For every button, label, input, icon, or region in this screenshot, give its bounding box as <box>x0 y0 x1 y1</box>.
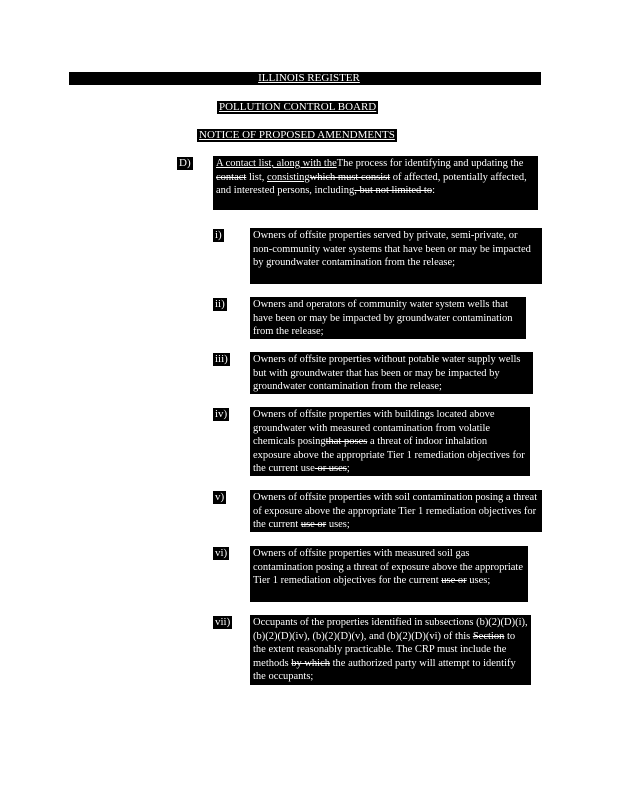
subitem-text <box>250 407 530 476</box>
text-run: Owners and operators of community water system wells that have been or may be impacted by groundwater contamination from the release; <box>253 299 513 337</box>
subitem-label: vi) <box>215 547 228 559</box>
text-run: uses; <box>466 575 491 586</box>
deleted-text: which must consist <box>309 171 391 183</box>
text-run: ; <box>346 463 350 474</box>
subitem-label: iv) <box>215 408 228 420</box>
text-run: the authorized party will attempt to identify the occupants; <box>253 657 516 682</box>
item-label: D) <box>179 157 191 169</box>
subitem-text <box>250 490 542 532</box>
subitem-text <box>250 615 531 685</box>
notice-title: NOTICE OF PROPOSED AMENDMENTS <box>199 129 395 141</box>
text-run: The process for identifying and updating the <box>336 158 524 169</box>
deleted-text: that poses <box>325 436 368 447</box>
inserted-text: consisting <box>267 171 310 183</box>
item-d-text <box>213 156 538 210</box>
text-run: Owners of offsite properties with buildings located above groundwater with measured contamination from volatile chemicals posing <box>253 409 495 447</box>
text-run: list, <box>246 171 268 183</box>
text-run: Owners of offsite properties without potable water supply wells but with groundwater that has been or may be impacted by groundwater contamination from the release; <box>253 354 521 392</box>
text-run: uses; <box>326 519 350 530</box>
subitem-label: i) <box>215 229 222 241</box>
text-run: Occupants of the properties identified in subsections (b)(2)(D)(i), (b)(2)(D)(iv), (b)(2)(D)(v), and (b)(2)(D)(vi) of this <box>253 617 528 642</box>
subitem-label: v) <box>215 491 225 503</box>
subitem-text <box>250 546 528 602</box>
text-run: a threat of indoor inhalation exposure above the appropriate Tier 1 remediation objectives for the current use <box>253 436 525 474</box>
inserted-text: A contact list, along with the <box>216 158 337 169</box>
text-run: Owners of offsite properties served by private, semi-private, or non-community water systems that have been or may be impacted by groundwater contamination from the release; <box>253 230 531 268</box>
agency-title: POLLUTION CONTROL BOARD <box>219 101 377 113</box>
deleted-text: Section <box>472 630 505 642</box>
deleted-text: use or <box>441 575 467 586</box>
subitem-text <box>250 297 526 339</box>
subitem-label: vii) <box>215 616 231 628</box>
text-run: of affected, potentially affected, and interested persons, including <box>216 171 527 196</box>
subitem-label: ii) <box>215 298 225 310</box>
deleted-text: or uses <box>314 463 347 474</box>
deleted-text: by which <box>291 657 331 669</box>
text-run: Owners of offsite properties with soil contamination posing a threat of exposure above the appropriate Tier 1 remediation objectives for the current <box>253 492 538 530</box>
subitem-text <box>250 352 533 394</box>
text-run: Owners of offsite properties with measured soil gas contamination posing a threat of exposure above the appropriate Tier 1 remediation objectives for the current <box>253 548 523 586</box>
subitem-text <box>250 228 542 284</box>
deleted-text: , but not limited to <box>354 185 433 196</box>
text-run: : <box>432 185 436 196</box>
deleted-text: use or <box>300 519 327 530</box>
publication-title: ILLINOIS REGISTER <box>258 72 360 84</box>
text-run: to the extent reasonably practicable. The CRP must include the methods <box>253 630 516 669</box>
deleted-text: contact <box>216 171 247 183</box>
subitem-label: iii) <box>215 353 228 365</box>
